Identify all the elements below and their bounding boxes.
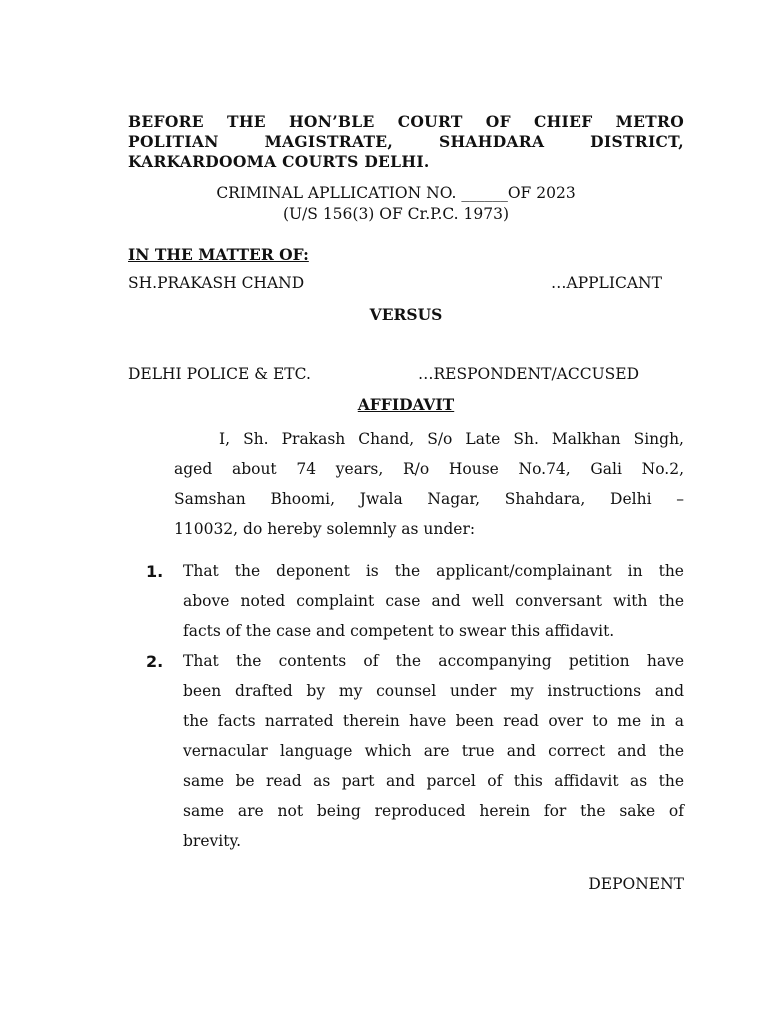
point-2-line-2: been drafted by my counsel under my instructions and [183,682,684,700]
point-1-number: 1. [146,562,164,581]
point-2-line-5: same be read as part and parcel of this affidavit as the [183,772,684,790]
court-heading-line-2: POLITIAN MAGISTRATE, SHAHDARA DISTRICT, [128,132,684,151]
versus-label: VERSUS [369,305,443,324]
intro-line-3: Samshan Bhoomi, Jwala Nagar, Shahdara, Delhi – [174,490,684,508]
applicant-role: …APPLICANT [551,274,662,292]
application-section: (U/S 156(3) OF Cr.P.C. 1973) [282,205,510,223]
court-heading-line-3: KARKARDOOMA COURTS DELHI. [128,152,430,171]
point-1-line-1: That the deponent is the applicant/complainant in the [183,562,684,580]
point-1-line-2: above noted complaint case and well conversant with the [183,592,684,610]
intro-line-1: I, Sh. Prakash Chand, S/o Late Sh. Malkhan Singh, [219,430,684,448]
court-heading-line-1: BEFORE THE HON’BLE COURT OF CHIEF METRO [128,112,684,131]
point-2-line-3: the facts narrated therein have been read over to me in a [183,712,684,730]
deponent-signature-label: DEPONENT [588,875,684,893]
intro-line-4: 110032, do hereby solemnly as under: [174,520,476,538]
point-2-line-7: brevity. [183,832,242,850]
intro-line-2: aged about 74 years, R/o House No.74, Gali No.2, [174,460,684,478]
applicant-name: SH.PRAKASH CHAND [128,274,305,292]
respondent-name: DELHI POLICE & ETC. [128,365,311,383]
point-2-number: 2. [146,652,164,671]
affidavit-title: AFFIDAVIT [357,395,455,414]
point-2-line-4: vernacular language which are true and correct and the [183,742,684,760]
matter-label: IN THE MATTER OF: [128,245,309,264]
point-2-line-1: That the contents of the accompanying petition have [183,652,684,670]
application-number: CRIMINAL APLLICATION NO. ______OF 2023 [216,184,576,202]
point-1-line-3: facts of the case and competent to swear this affidavit. [183,622,615,640]
respondent-role: …RESPONDENT/ACCUSED [418,365,640,383]
point-2-line-6: same are not being reproduced herein for the sake of [183,802,684,820]
